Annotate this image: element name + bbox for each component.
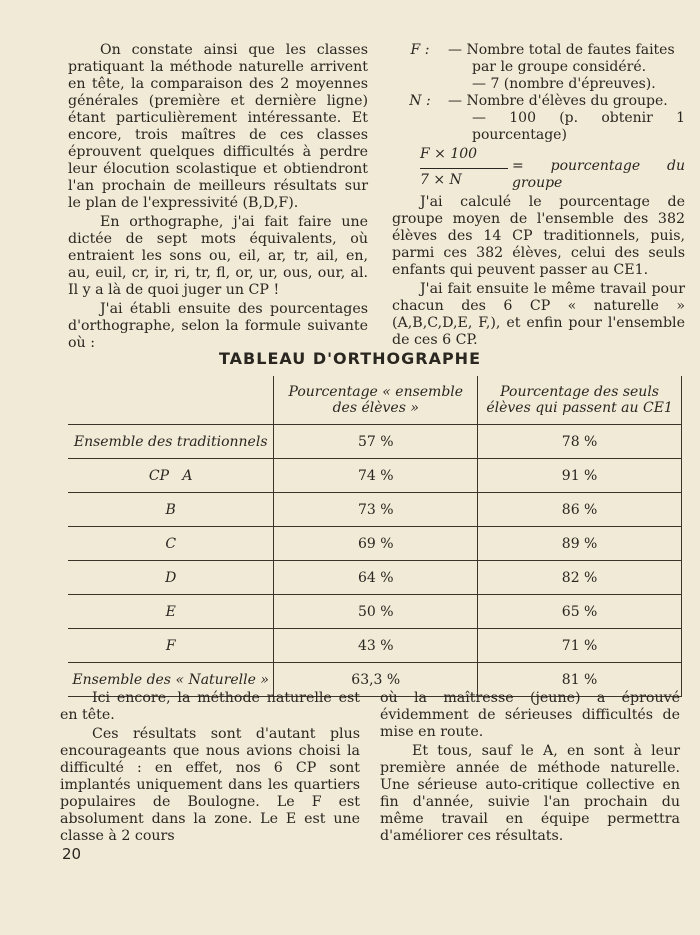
row-label: E xyxy=(68,595,274,629)
spacer xyxy=(392,59,448,76)
table-row xyxy=(68,527,682,561)
table-row xyxy=(68,493,682,527)
definition-line xyxy=(392,76,685,93)
paragraph: J'ai fait ensuite le même travail pour chacun des 6 CP « naturelle » (A,B,C,D,E, F,), et enfin pour l'ensemble de ces 6 CP. xyxy=(392,281,685,348)
spacer xyxy=(392,76,448,93)
symbol-n: N : xyxy=(409,93,431,109)
value-all: 63,3 % xyxy=(274,663,478,697)
paragraph: Et tous, sauf le A, en sont à leur première année de méthode naturelle. Une sérieuse auto-critique collective en fin d'année, suivie l'an prochain du même travail en équipe permettra d'améliorer ces résultats. xyxy=(380,743,680,844)
paragraph: J'ai établi ensuite des pourcentages d'orthographe, selon la formule suivante où : xyxy=(68,301,368,351)
row-label: D xyxy=(68,561,274,595)
value-ce1: 65 % xyxy=(478,595,682,629)
paragraph: En orthographe, j'ai fait faire une dictée de sept mots équivalents, où entraient les sons ou, eil, ar, tr, ail, en, au, euil, cr, ir, ri, tr, fl, or, ur, ous, our, al. Il y a là de quoi juger un CP ! xyxy=(68,214,368,298)
page-number: 20 xyxy=(62,845,82,863)
paragraph: Ces résultats sont d'autant plus encourageants que nous avions choisi la difficulté : en effet, nos 6 CP sont implantés uniquement dans les quartiers populaires de Boulogne. Le F est absolument dans la zone. Le E est une classe à 2 cours xyxy=(60,726,360,844)
fraction-bar xyxy=(420,168,508,169)
header-empty xyxy=(68,376,274,425)
table-title: TABLEAU D'ORTHOGRAPHE xyxy=(219,349,481,368)
table-row xyxy=(68,629,682,663)
header-percentage-ce1: Pourcentage des seuls élèves qui passent au CE1 xyxy=(478,376,682,425)
definition-text: — Nombre total de fautes faites xyxy=(448,42,675,58)
value-ce1: 91 % xyxy=(478,459,682,493)
symbol-f: F : xyxy=(410,42,430,58)
value-all: 74 % xyxy=(274,459,478,493)
row-label: B xyxy=(68,493,274,527)
spelling-table xyxy=(68,376,682,697)
row-label: Ensemble des « Naturelle » xyxy=(68,663,274,697)
value-ce1: 86 % xyxy=(478,493,682,527)
row-label: F xyxy=(68,629,274,663)
paragraph: où la maîtresse (jeune) a éprouvé évidemment de sérieuses difficultés de mise en route. xyxy=(380,690,680,740)
row-label: Ensemble des traditionnels xyxy=(68,425,274,459)
definition-text: — 7 (nombre d'épreuves). xyxy=(472,76,656,92)
value-ce1: 82 % xyxy=(478,561,682,595)
table-row xyxy=(68,595,682,629)
right-column-text xyxy=(392,42,685,349)
formula-numerator: F × 100 xyxy=(420,146,478,162)
header-percentage-all: Pourcentage « ensemble des élèves » xyxy=(274,376,478,425)
table-row xyxy=(68,459,682,493)
value-all: 50 % xyxy=(274,595,478,629)
value-all: 43 % xyxy=(274,629,478,663)
definition-n xyxy=(392,93,685,110)
table-row xyxy=(68,561,682,595)
paragraph: On constate ainsi que les classes pratiquant la méthode naturelle arrivent en tête, la comparaison des 2 moyennes générales (première et dernière ligne) étant particulièrement intéressante. Et encore, trois maîtres de ces classes éprouvent quelques difficultés à perdre leur élocution scolastique et obtiendront l'an prochain de meilleurs résultats sur le plan de l'expressivité (B,D,F). xyxy=(68,42,368,211)
table-row xyxy=(68,425,682,459)
bottom-left-text xyxy=(60,690,360,845)
definition-text: — 100 (p. obtenir 1 pourcentage) xyxy=(472,110,685,143)
value-ce1: 78 % xyxy=(478,425,682,459)
class-letter: A xyxy=(182,467,193,484)
value-all: 64 % xyxy=(274,561,478,595)
value-all: 73 % xyxy=(274,493,478,527)
percentage-formula xyxy=(392,146,685,190)
value-ce1: 89 % xyxy=(478,527,682,561)
row-label: C xyxy=(68,527,274,561)
bottom-right-text xyxy=(380,690,680,845)
value-all: 69 % xyxy=(274,527,478,561)
left-column-text xyxy=(68,42,368,352)
paragraph: J'ai calculé le pourcentage de groupe moyen de l'ensemble des 382 élèves des 14 CP traditionnels, puis, parmi ces 382 élèves, celui des seuls enfants qui peuvent passer au CE1. xyxy=(392,194,685,278)
row-label xyxy=(68,459,274,493)
definition-text: — Nombre d'élèves du groupe. xyxy=(448,93,668,109)
value-ce1: 71 % xyxy=(478,629,682,663)
value-ce1: 81 % xyxy=(478,663,682,697)
table-header-row xyxy=(68,376,682,425)
formula-result: = pourcentage du groupe xyxy=(512,158,685,191)
definition-f xyxy=(392,42,685,59)
definition-line xyxy=(392,59,685,76)
cp-label xyxy=(111,468,231,484)
definition-line xyxy=(392,110,685,144)
value-all: 57 % xyxy=(274,425,478,459)
definition-text: par le groupe considéré. xyxy=(472,59,647,75)
paragraph: Ici encore, la méthode naturelle est en tête. xyxy=(60,690,360,723)
formula-denominator: 7 × N xyxy=(420,172,462,188)
cp-prefix: CP xyxy=(148,467,169,484)
spacer xyxy=(392,110,448,144)
